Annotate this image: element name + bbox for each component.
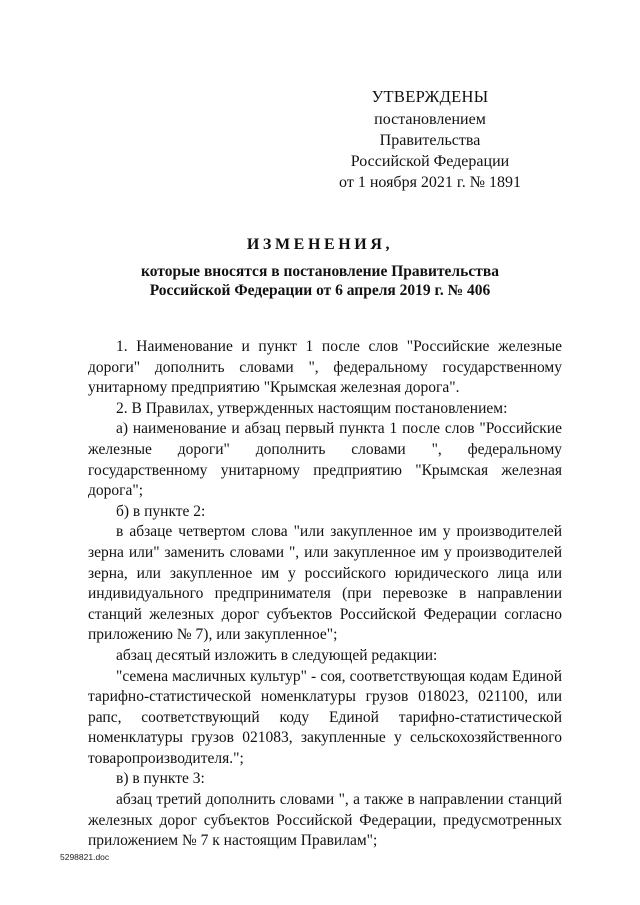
- paragraph-6: абзац десятый изложить в следующей редакции:: [116, 646, 438, 664]
- paragraph-2: 2. В Правилах, утвержденных настоящим постановлением:: [116, 399, 508, 417]
- file-code: 5298821.doc: [60, 852, 110, 862]
- approval-line-3: от 1 ноября 2021 г. № 1891: [339, 174, 521, 191]
- paragraph-5: в абзаце четвертом слова "или закупленное им у производителей зерна или" заменить словами ", или закупленное им у производителей зерна, или закупленное им у российского юридического лица или индивидуального предпринимателя (при перевозке в направлении станций железных дорог субъектов Российской Федерации согласно приложению № 7), или закупленное";: [88, 523, 562, 644]
- paragraph-8: в) в пункте 3:: [116, 770, 205, 788]
- approval-line-2: Российской Федерации: [350, 153, 510, 170]
- approval-title: УТВЕРЖДЕНЫ: [371, 87, 489, 106]
- document-title: ИЗМЕНЕНИЯ,: [246, 236, 394, 253]
- paragraph-1: 1. Наименование и пункт 1 после слов "Российские железные дороги" дополнить словами ", федеральному государственному унитарному предприятию "Крымская железная дорога".: [88, 338, 562, 397]
- approval-line-1: постановлением Правительства: [374, 111, 486, 149]
- paragraph-3: а) наименование и абзац первый пункта 1 после слов "Российские железные дороги" дополнить словами ", федеральному государственному унитарному предприятию "Крымская железная дорога";: [88, 420, 562, 500]
- paragraph-7: "семена масличных культур" - соя, соответствующая кодам Единой тарифно-статистической номенклатуры грузов 018023, 021100, или рапс, соответствующий коду Единой тарифно-статистической номенклатуры грузов 021083, закупленные у сельскохозяйственного товаропроизводителя.";: [88, 667, 562, 767]
- approval-block: [330, 86, 530, 193]
- paragraph-4: б) в пункте 2:: [116, 502, 206, 520]
- paragraph-9: абзац третий дополнить словами ", а также в направлении станций железных дорог субъектов Российской Федерации, предусмотренных приложением № 7 к настоящим Правилам";: [88, 791, 562, 850]
- document-subtitle: которые вносятся в постановление Правительства Российской Федерации от 6 апреля 2019 г. № 406: [141, 263, 499, 299]
- document-body: [88, 337, 562, 852]
